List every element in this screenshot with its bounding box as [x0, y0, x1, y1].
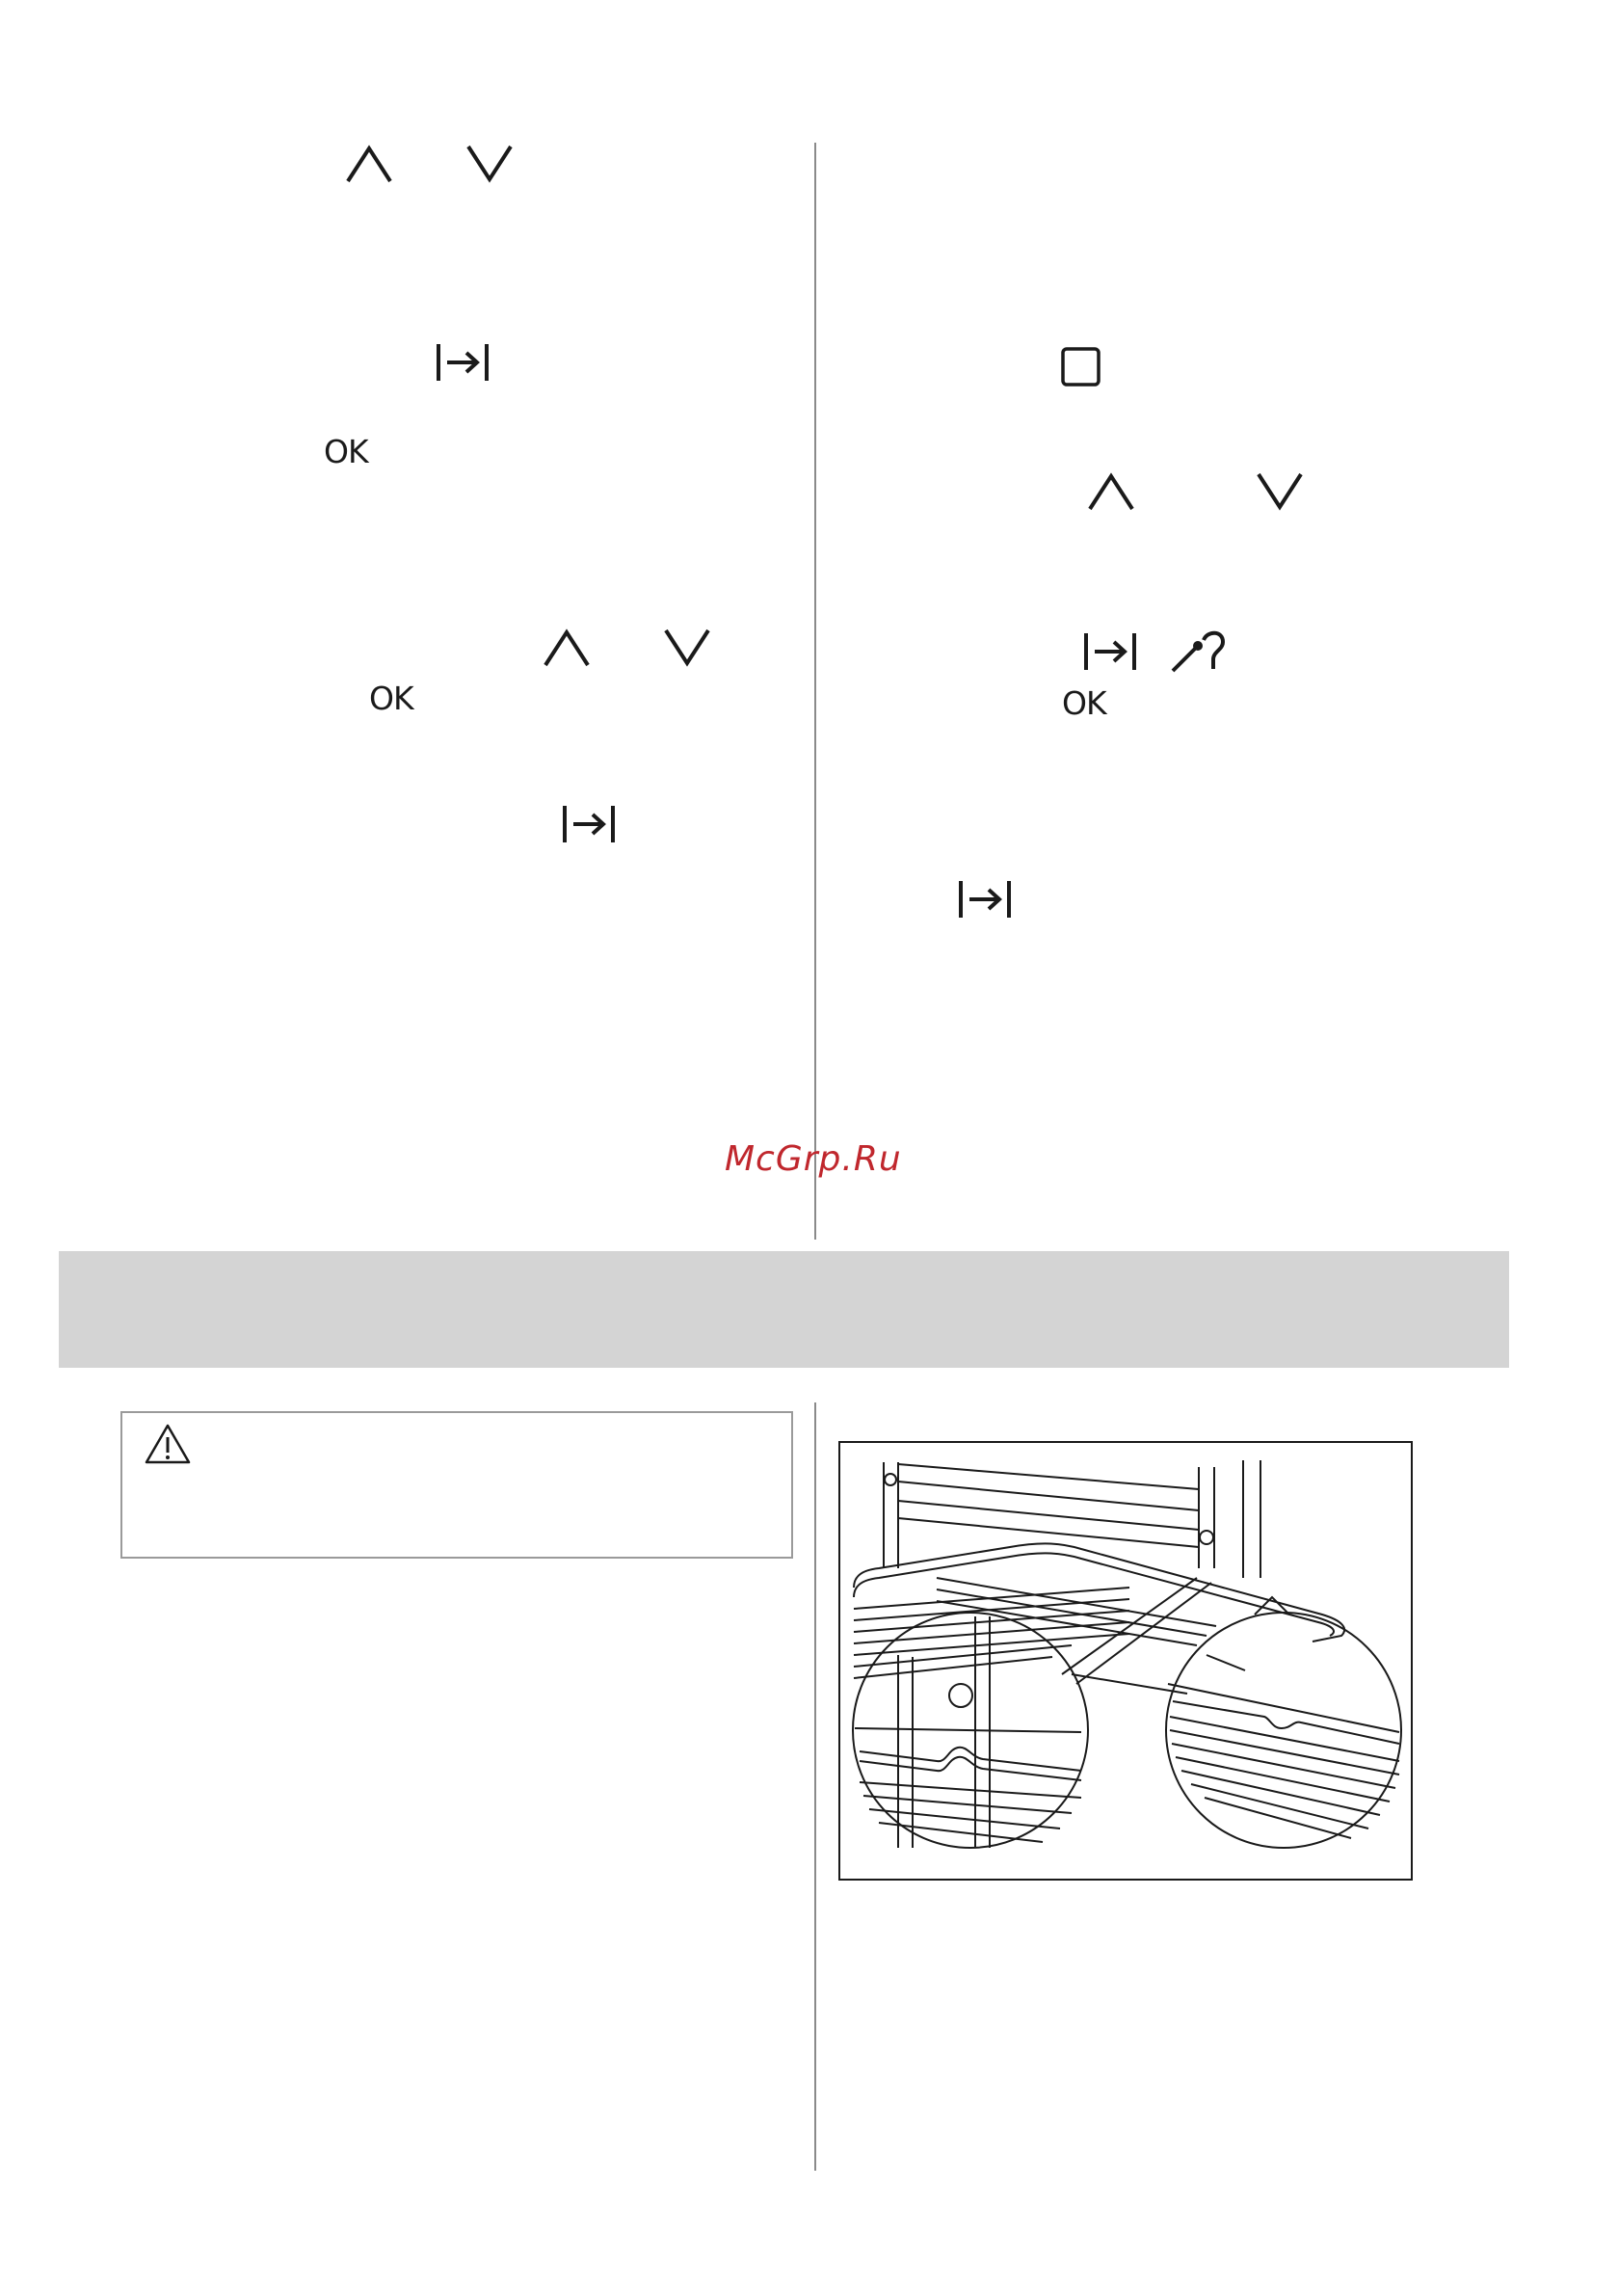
up-arrow-icon [345, 145, 393, 183]
up-arrow-icon [1087, 472, 1135, 511]
skip-next-icon [958, 879, 1012, 920]
skip-next-icon [1083, 631, 1137, 672]
down-arrow-icon [1256, 472, 1304, 511]
skip-next-icon [436, 342, 490, 383]
up-arrow-icon [543, 628, 591, 667]
ok-key: OK [1062, 684, 1106, 722]
skip-next-icon [562, 804, 616, 844]
shelf-drawing [840, 1443, 1411, 1879]
watermark: McGrp.Ru [725, 1139, 902, 1179]
section-heading-band [59, 1251, 1509, 1368]
column-divider-lower [814, 1402, 816, 2171]
stop-square-icon [1061, 347, 1101, 387]
ok-key: OK [324, 433, 368, 470]
warning-box [120, 1411, 793, 1559]
warning-triangle-icon [144, 1423, 192, 1465]
ok-key: OK [369, 680, 413, 717]
down-arrow-icon [465, 145, 514, 183]
down-arrow-icon [663, 628, 711, 667]
meat-probe-icon [1169, 628, 1227, 675]
oven-shelf-illustration [838, 1441, 1413, 1881]
column-divider [814, 143, 816, 1240]
